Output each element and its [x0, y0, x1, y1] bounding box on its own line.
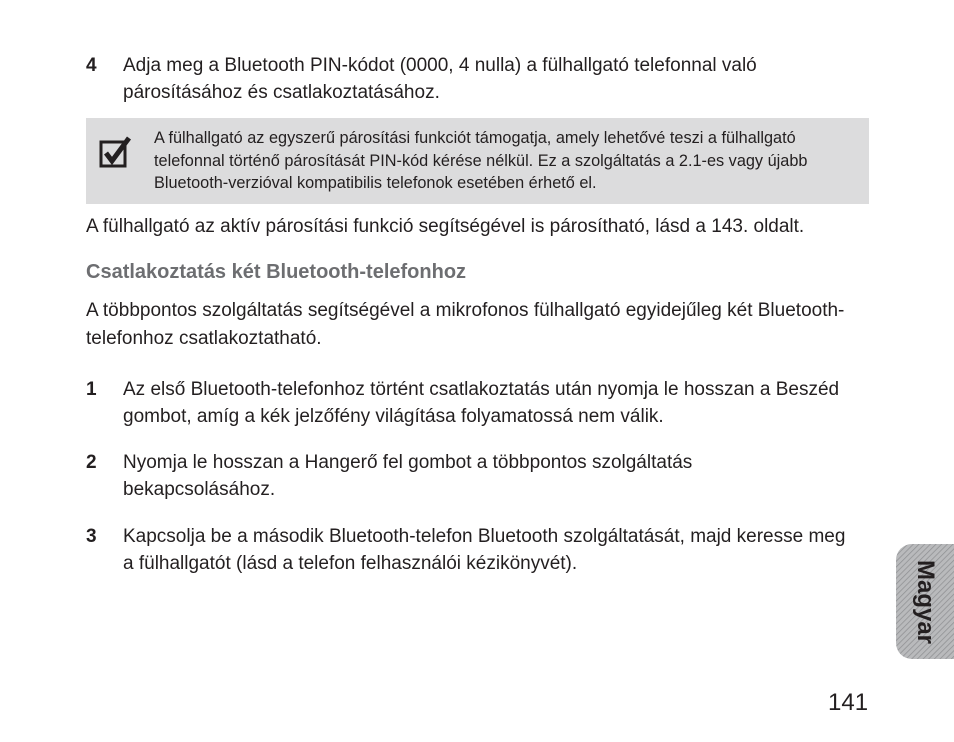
page-number: 141 [828, 689, 869, 716]
step-number: 1 [86, 379, 97, 400]
step-text: Az első Bluetooth-telefonhoz történt csatlakoztatás után nyomja le hosszan a Beszéd gombot, amíg a kék jelzőfény világítása folyamatossá nem válik. [123, 379, 840, 427]
note-text: A fülhallgató az egyszerű párosítási funkciót támogatja, amely lehetővé teszi a fülhallgató telefonnal történő párosítását PIN-kód kérése nélkül. Ez a szolgáltatás a 2.1-es vagy újabb Bluetooth-verzióval kompatibilis telefonok esetében érhető el. [154, 129, 808, 192]
step-text: Nyomja le hosszan a Hangerő fel gombot a többpontos szolgáltatás bekapcsolásához. [123, 452, 693, 500]
step-3 [86, 523, 846, 577]
language-tab-label: Magyar [912, 559, 939, 644]
step-text: Adja meg a Bluetooth PIN-kódot (0000, 4 nulla) a fülhallgató telefonnal való párosításához és csatlakoztatásához. [123, 55, 757, 103]
step-1 [86, 376, 846, 430]
step-2 [86, 449, 846, 503]
step-4 [86, 52, 846, 106]
section-intro: A többpontos szolgáltatás segítségével a mikrofonos fülhallgató egyidejűleg két Bluetooth-telefonhoz csatlakoztatható. [86, 300, 845, 349]
language-tab [896, 544, 954, 659]
step-text: Kapcsolja be a második Bluetooth-telefon Bluetooth szolgáltatását, majd keresse meg a fülhallgatót (lásd a telefon felhasználói kézikönyvét). [123, 526, 846, 574]
note-box [86, 118, 869, 204]
section-heading: Csatlakoztatás két Bluetooth-telefonhoz [86, 261, 467, 283]
step-number: 3 [86, 526, 97, 547]
step-number: 4 [86, 55, 97, 76]
checkbox-check-icon [99, 136, 133, 170]
step-number: 2 [86, 452, 97, 473]
active-pairing-text: A fülhallgató az aktív párosítási funkció segítségével is párosítható, lásd a 143. oldalt. [86, 216, 805, 237]
